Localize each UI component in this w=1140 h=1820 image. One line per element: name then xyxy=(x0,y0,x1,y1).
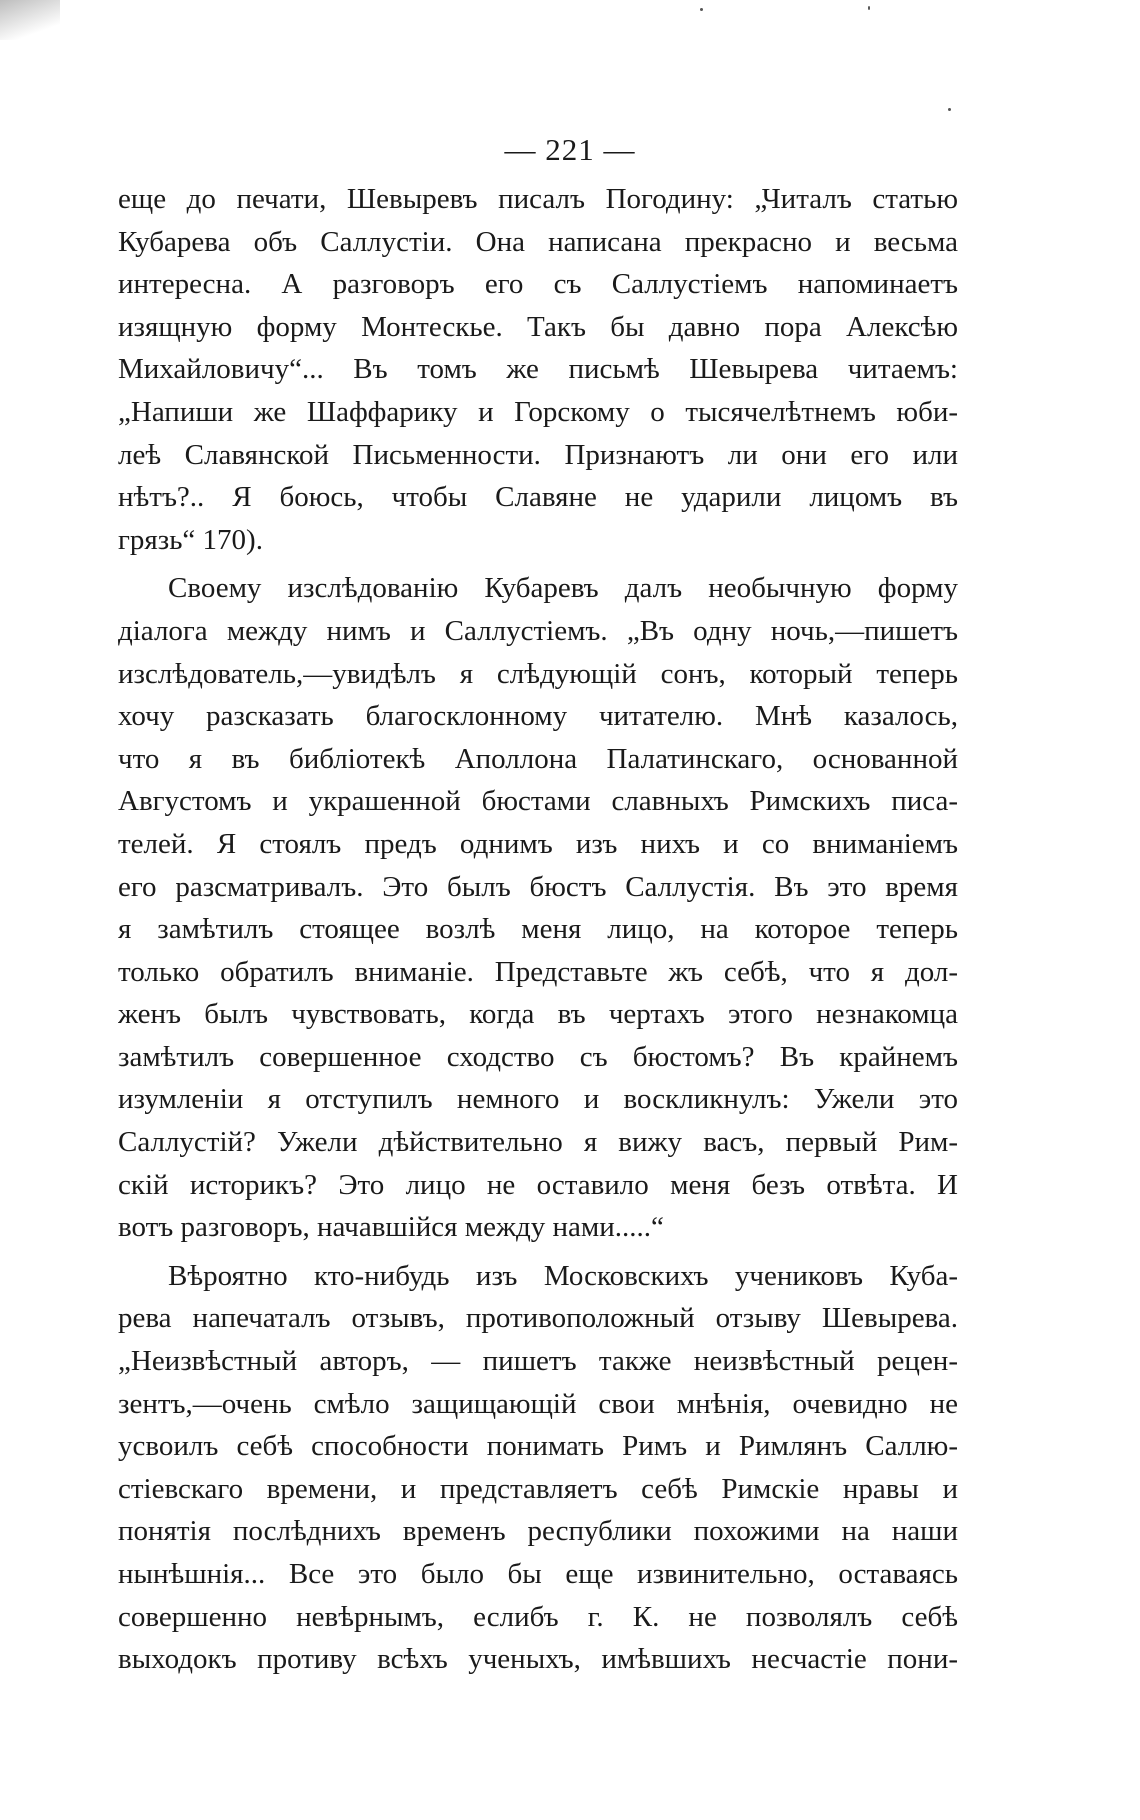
scan-speck xyxy=(868,6,870,10)
text-line: выходокъ противу всѣхъ ученыхъ, имѣвшихъ несчастіе пони- xyxy=(118,1643,958,1676)
text-line: интересна. А разговоръ его съ Саллустіемъ напоминаетъ xyxy=(118,268,958,301)
text-line: изящную форму Монтескье. Такъ бы давно пора Алексѣю xyxy=(118,310,958,343)
text-line: Вѣроятно кто-нибудь изъ Московскихъ учениковъ Куба- xyxy=(168,1259,958,1292)
text-line: замѣтилъ совершенное сходство съ бюстомъ? Въ крайнемъ xyxy=(118,1040,958,1073)
text-line: хочу разсказать благосклонному читателю. Мнѣ казалось, xyxy=(118,700,958,733)
text-line: нѣтъ?.. Я боюсь, чтобы Славяне не ударили лицомъ въ xyxy=(118,481,958,514)
text-line: совершенно невѣрнымъ, еслибъ г. К. не позволялъ себѣ xyxy=(118,1600,958,1633)
text-line: еще до печати, Шевыревъ писалъ Погодину: „Читалъ статью xyxy=(118,183,958,215)
text-line: грязь“ 170). xyxy=(118,523,263,556)
text-line: Своему изслѣдованію Кубаревъ далъ необычную форму xyxy=(168,572,958,605)
scan-speck xyxy=(948,108,951,111)
text-line: телей. Я стоялъ предъ однимъ изъ нихъ и со вниманіемъ xyxy=(118,827,958,860)
body-text xyxy=(118,178,958,1681)
text-line: „Неизвѣстный авторъ, — пишетъ также неизвѣстный рецен- xyxy=(118,1345,958,1378)
text-line: Августомъ и украшенной бюстами славныхъ Римскихъ писа- xyxy=(118,785,958,818)
text-line: изумленіи я отступилъ немного и воскликнулъ: Ужели это xyxy=(118,1083,958,1116)
text-line: усвоилъ себѣ способности понимать Римъ и Римлянъ Саллю- xyxy=(118,1430,958,1463)
page-number: — 221 — xyxy=(504,132,636,167)
text-line: скій историкъ? Это лицо не оставило меня безъ отвѣта. И xyxy=(118,1168,958,1201)
text-line: Кубарева объ Саллустіи. Она написана прекрасно и весьма xyxy=(118,225,958,258)
text-line: Саллустій? Ужели дѣйствительно я вижу васъ, первый Рим- xyxy=(118,1126,958,1159)
text-line: только обратилъ вниманіе. Представьте жъ себѣ, что я дол- xyxy=(118,955,958,988)
text-line: Михайловичу“... Въ томъ же письмѣ Шевырева читаемъ: xyxy=(118,353,958,386)
text-line: нынѣшнія... Все это было бы еще извинительно, оставаясь xyxy=(118,1558,958,1590)
text-line: понятія послѣднихъ временъ республики похожими на наши xyxy=(118,1515,958,1548)
paragraph xyxy=(118,567,958,1249)
paragraph xyxy=(118,1255,958,1681)
text-line: леѣ Славянской Письменности. Признаютъ ли они его или xyxy=(118,438,958,471)
text-line: что я въ библіотекѣ Аполлона Палатинскаго, основанной xyxy=(118,742,958,775)
text-line: его разсматривалъ. Это былъ бюстъ Саллустія. Въ это время xyxy=(118,870,958,903)
text-line: женъ былъ чувствовать, когда въ чертахъ этого незнакомца xyxy=(118,998,958,1031)
text-line: зентъ,—очень смѣло защищающій свои мнѣнія, очевидно не xyxy=(118,1387,958,1420)
text-line: я замѣтилъ стоящее возлѣ меня лицо, на которое теперь xyxy=(118,913,958,946)
text-line: „Напиши же Шаффарику и Горскому о тысячелѣтнемъ юби- xyxy=(118,395,958,428)
text-line: рева напечаталъ отзывъ, противоположный отзыву Шевырева. xyxy=(118,1302,958,1335)
text-line: стіевскаго времени, и представляетъ себѣ Римскіе нравы и xyxy=(118,1472,958,1505)
text-line: діалога между нимъ и Саллустіемъ. „Въ одну ночь,—пишетъ xyxy=(118,614,958,647)
scan-speck xyxy=(700,8,703,11)
text-line: изслѣдователь,—увидѣлъ я слѣдующій сонъ, который теперь xyxy=(118,657,958,690)
scan-edge-shadow xyxy=(0,0,60,40)
paragraph xyxy=(118,178,958,561)
text-line: вотъ разговоръ, начавшійся между нами.....“ xyxy=(118,1211,664,1244)
